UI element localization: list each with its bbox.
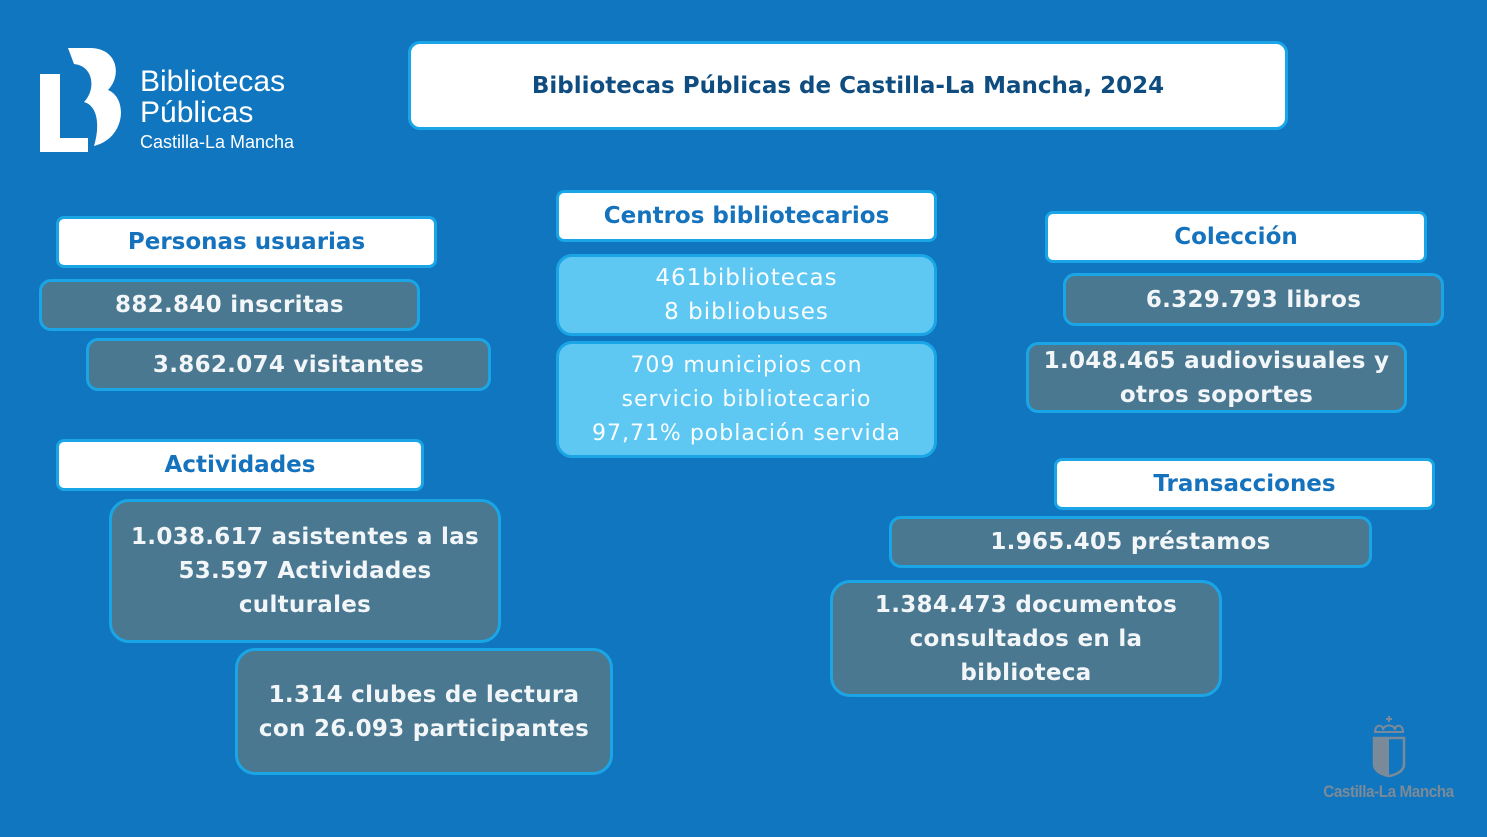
coleccion-header: Colección (1045, 211, 1427, 263)
asistentes-box (109, 499, 501, 643)
text-line: culturales (238, 592, 372, 618)
transacciones-header: Transacciones (1054, 458, 1435, 510)
personas-header: Personas usuarias (56, 216, 437, 268)
text-line: 1.314 clubes de lectura (268, 681, 580, 708)
text-line: 1.048.465 audiovisuales y (1043, 347, 1390, 374)
text-line: 97,71% población servida (591, 420, 902, 446)
audiovisuales-box (1026, 342, 1407, 413)
text-line: consultados en la (909, 625, 1143, 652)
centros-header: Centros bibliotecarios (556, 190, 937, 242)
inscritas-box: 882.840 inscritas (39, 279, 420, 331)
text-line: 709 municipios con (630, 352, 863, 378)
text-line: 53.597 Actividades (178, 558, 432, 584)
text-line: biblioteca (960, 659, 1092, 686)
actividades-header: Actividades (56, 439, 424, 491)
libros-box: 6.329.793 libros (1063, 273, 1444, 326)
consultados-box (830, 580, 1222, 697)
visitantes-box: 3.862.074 visitantes (86, 338, 491, 391)
text-line: otros soportes (1119, 381, 1314, 408)
text-line: servicio bibliotecario (621, 386, 872, 412)
prestamos-box: 1.965.405 préstamos (889, 516, 1372, 568)
text-line: 1.384.473 documentos (874, 591, 1178, 618)
text-line: 1.038.617 asistentes a las (131, 524, 479, 550)
page-title: Bibliotecas Públicas de Castilla-La Mancha, 2024 (408, 41, 1288, 130)
logo-line2: Públicas (140, 96, 254, 129)
text-line: 461bibliotecas (655, 265, 838, 291)
castilla-la-mancha-logo (1316, 716, 1461, 802)
footer-logo-text: Castilla-La Mancha (1323, 782, 1454, 801)
logo-line1: Bibliotecas (140, 65, 286, 98)
text-line: 8 bibliobuses (664, 299, 829, 325)
text-line: con 26.093 participantes (258, 715, 590, 742)
coat-of-arms-icon (1369, 716, 1409, 778)
bibliotecas-box (556, 254, 937, 336)
logo-line3: Castilla-La Mancha (140, 132, 295, 152)
clubes-box (235, 648, 613, 775)
municipios-box (556, 341, 937, 458)
